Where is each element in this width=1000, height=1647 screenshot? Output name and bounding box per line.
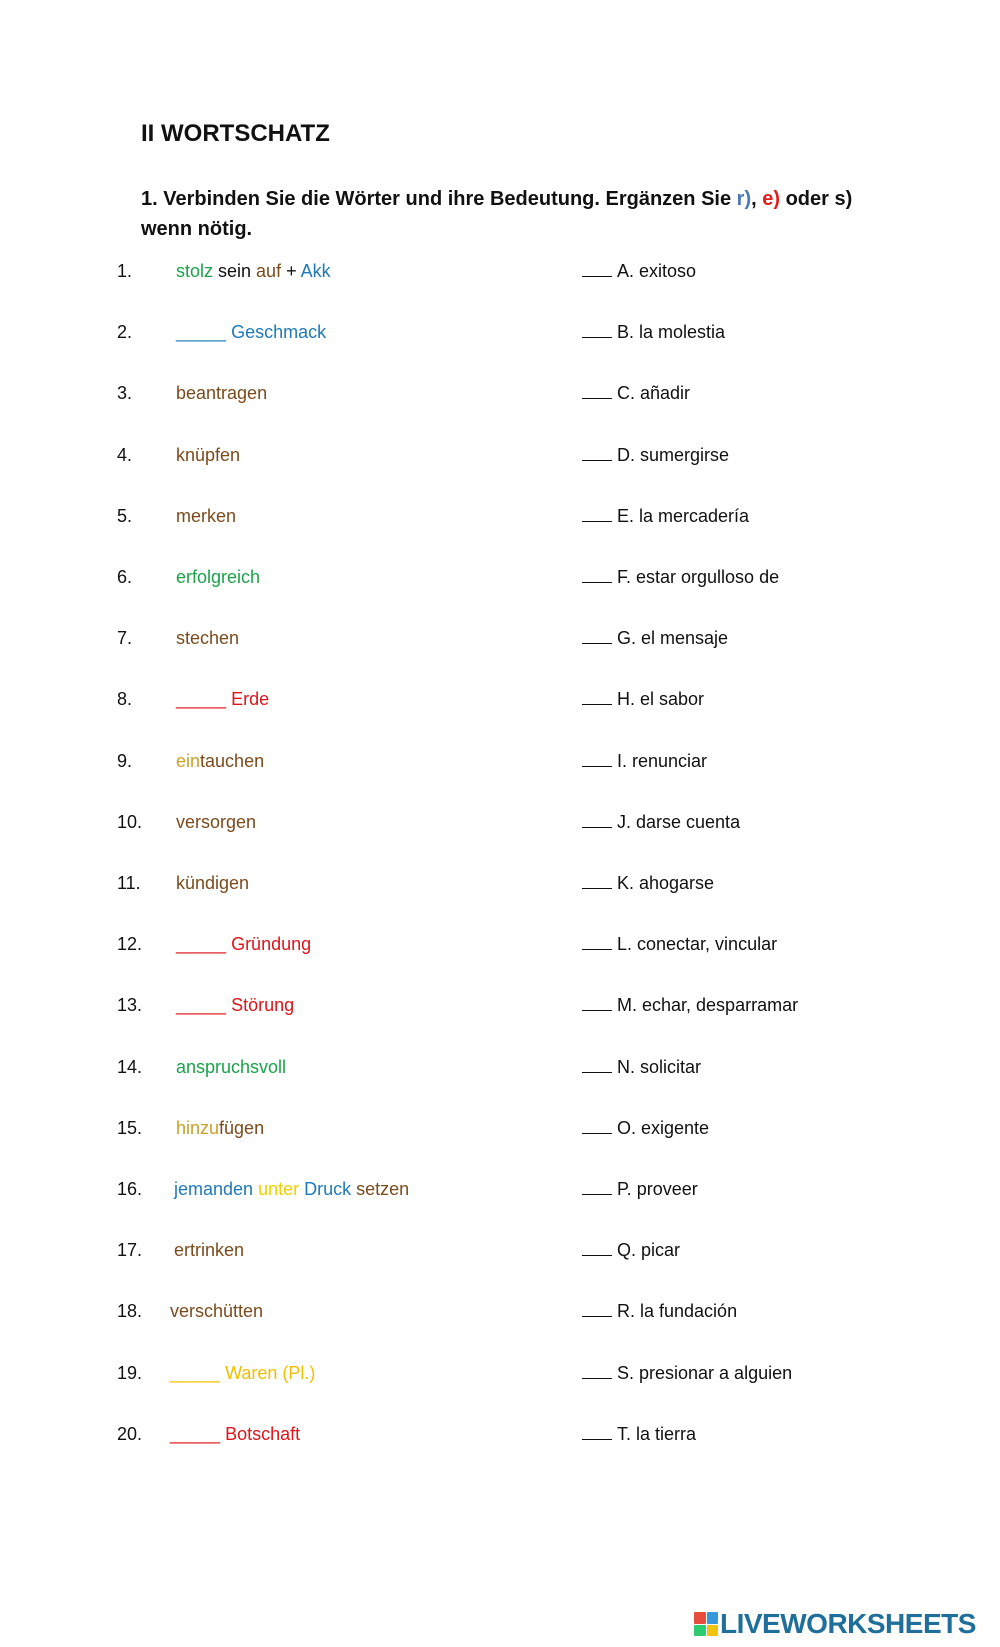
spanish-meaning [582,501,749,531]
meaning-text: P. proveer [617,1179,698,1199]
german-term [176,562,260,592]
item-number: 14. [117,1056,143,1077]
item-number: 9. [117,750,133,771]
term-part: erfolgreich [176,567,261,587]
item-number: 4. [117,444,133,465]
answer-blank[interactable] [582,1421,612,1440]
vocab-row [0,562,1000,592]
answer-blank[interactable] [582,380,612,399]
meaning-text: T. la tierra [617,1423,697,1444]
meaning-text: Q. picar [617,1240,681,1261]
spanish-meaning [582,684,704,714]
term-part: auf [256,261,282,281]
answer-blank[interactable] [582,992,612,1011]
meaning-text: J. darse cuenta [617,811,741,832]
term-part: versorgen [176,811,257,832]
german-term [174,1235,244,1265]
vocab-row [0,684,1000,714]
german-term [176,317,326,347]
term-part: Botschaft [220,1423,301,1444]
term-part: Akk [300,261,331,281]
german-term [174,1174,409,1204]
german-term [176,746,264,776]
item-number: 10. [117,811,143,832]
term-part: stechen [176,628,240,649]
item-number: 16. [117,1179,143,1199]
spanish-meaning [582,440,729,470]
spanish-meaning [582,929,777,959]
meaning-text: R. la fundación [617,1301,738,1322]
term-part: tauchen [200,750,265,771]
meaning-text: H. el sabor [617,689,705,710]
term-part: setzen [351,1179,410,1199]
item-number: 17. [117,1240,143,1261]
vocab-row [0,868,1000,898]
german-term [170,1419,300,1449]
item-number: 6. [117,567,133,587]
item-number: 13. [117,995,143,1016]
logo-square [694,1612,706,1624]
item-number: 5. [117,505,133,526]
logo-icon [694,1612,718,1636]
vocab-row [0,317,1000,347]
item-number: 3. [117,383,133,404]
german-term [170,1296,263,1326]
meaning-text: D. sumergirse [617,444,730,465]
spanish-meaning [582,1113,709,1143]
meaning-text: B. la molestia [617,322,726,343]
term-part: ertrinken [174,1240,245,1261]
spanish-meaning [582,1296,737,1326]
vocab-row [0,623,1000,653]
item-number: 7. [117,628,133,649]
page-title: II WORTSCHATZ [141,120,330,147]
vocab-row [0,929,1000,959]
logo-square [707,1612,719,1624]
term-part: jemanden [174,1179,254,1199]
exercise-instruction [141,184,881,244]
vocab-row [0,1358,1000,1388]
vocab-row [0,1235,1000,1265]
answer-blank[interactable] [582,870,612,889]
answer-blank[interactable] [582,442,612,461]
spanish-meaning [582,746,707,776]
meaning-text: E. la mercadería [617,505,750,526]
meaning-text: I. renunciar [617,750,708,771]
term-part: sein [213,261,257,281]
term-part: anspruchsvoll [176,1056,287,1077]
vocab-row [0,1174,1000,1204]
item-number: 15. [117,1117,143,1138]
instruction-part: , [751,188,763,210]
term-part: _____ [176,322,227,343]
answer-blank[interactable] [582,748,612,767]
german-term [176,868,249,898]
answer-blank[interactable] [582,258,612,277]
spanish-meaning [582,378,690,408]
item-number: 12. [117,934,143,955]
term-part: verschütten [170,1301,264,1322]
term-part: _____ [170,1362,221,1383]
meaning-text: K. ahogarse [617,873,715,893]
german-term [176,256,331,286]
answer-blank[interactable] [582,1360,612,1379]
logo-square [694,1625,706,1637]
vocab-row [0,1052,1000,1082]
term-part: Störung [226,995,295,1016]
answer-blank[interactable] [582,1054,612,1073]
answer-blank[interactable] [582,1176,612,1195]
meaning-text: O. exigente [617,1117,710,1138]
term-part: _____ [170,1423,221,1444]
vocab-row [0,501,1000,531]
vocab-row [0,378,1000,408]
instruction-part: e) [762,188,781,210]
answer-blank[interactable] [582,319,612,338]
german-term [176,1052,286,1082]
spanish-meaning [582,807,740,837]
liveworksheets-logo [694,1608,976,1640]
instruction-part: 1. Verbinden Sie die Wörter und ihre Bedeutung. Ergänzen Sie [141,188,737,210]
vocab-row [0,807,1000,837]
term-part: _____ [176,934,227,955]
item-number: 18. [117,1301,143,1322]
spanish-meaning [582,562,779,592]
german-term [176,1113,264,1143]
instruction-part: oder s) wenn nötig. [141,188,853,240]
item-number: 2. [117,322,133,343]
meaning-text: L. conectar, vincular [617,934,778,955]
term-part: merken [176,505,237,526]
term-part: fügen [219,1117,265,1138]
vocab-row [0,1113,1000,1143]
meaning-text: N. solicitar [617,1056,702,1077]
item-number: 20. [117,1423,143,1444]
german-term [176,990,294,1020]
meaning-text: S. presionar a alguien [617,1362,793,1383]
term-part: hinzu [176,1117,220,1138]
german-term [176,378,267,408]
item-number: 8. [117,689,133,710]
vocab-row [0,1296,1000,1326]
vocab-row [0,1419,1000,1449]
item-number: 19. [117,1362,143,1383]
spanish-meaning [582,1419,696,1449]
vocab-row [0,440,1000,470]
term-part: Gründung [226,934,312,955]
term-part: Erde [226,689,270,710]
spanish-meaning [582,1052,701,1082]
logo-text: LIVEWORKSHEETS [720,1608,976,1639]
vocab-row [0,746,1000,776]
term-part: Druck [299,1179,352,1199]
german-term [176,929,311,959]
term-part: beantragen [176,383,268,404]
german-term [176,807,256,837]
spanish-meaning [582,317,725,347]
answer-blank[interactable] [582,564,612,583]
answer-blank[interactable] [582,503,612,522]
vocab-row [0,256,1000,286]
logo-square [707,1625,719,1637]
german-term [176,623,239,653]
answer-blank[interactable] [582,686,612,705]
item-number: 11. [117,873,141,893]
term-part: unter [253,1179,300,1199]
term-part: Geschmack [226,322,327,343]
german-term [176,440,240,470]
meaning-text: C. añadir [617,383,691,404]
answer-blank[interactable] [582,1298,612,1317]
answer-blank[interactable] [582,809,612,828]
answer-blank[interactable] [582,625,612,644]
term-part: _____ [176,689,227,710]
spanish-meaning [582,1235,680,1265]
term-part: ein [176,750,201,771]
german-term [176,501,236,531]
spanish-meaning [582,990,798,1020]
german-term [170,1358,315,1388]
spanish-meaning [582,256,696,286]
vocab-row [0,990,1000,1020]
spanish-meaning [582,623,728,653]
spanish-meaning [582,1174,698,1204]
term-part: Waren (Pl.) [220,1362,316,1383]
german-term [176,684,269,714]
answer-blank[interactable] [582,1115,612,1134]
answer-blank[interactable] [582,1237,612,1256]
term-part: _____ [176,995,227,1016]
meaning-text: A. exitoso [617,261,697,281]
term-part: stolz [176,261,214,281]
meaning-text: M. echar, desparramar [617,995,799,1016]
item-number: 1. [117,261,133,281]
meaning-text: G. el mensaje [617,628,729,649]
term-part: + [281,261,301,281]
term-part: kündigen [176,873,250,893]
spanish-meaning [582,868,714,898]
meaning-text: F. estar orgulloso de [617,567,780,587]
answer-blank[interactable] [582,931,612,950]
instruction-part: r) [736,188,752,210]
term-part: knüpfen [176,444,241,465]
spanish-meaning [582,1358,792,1388]
